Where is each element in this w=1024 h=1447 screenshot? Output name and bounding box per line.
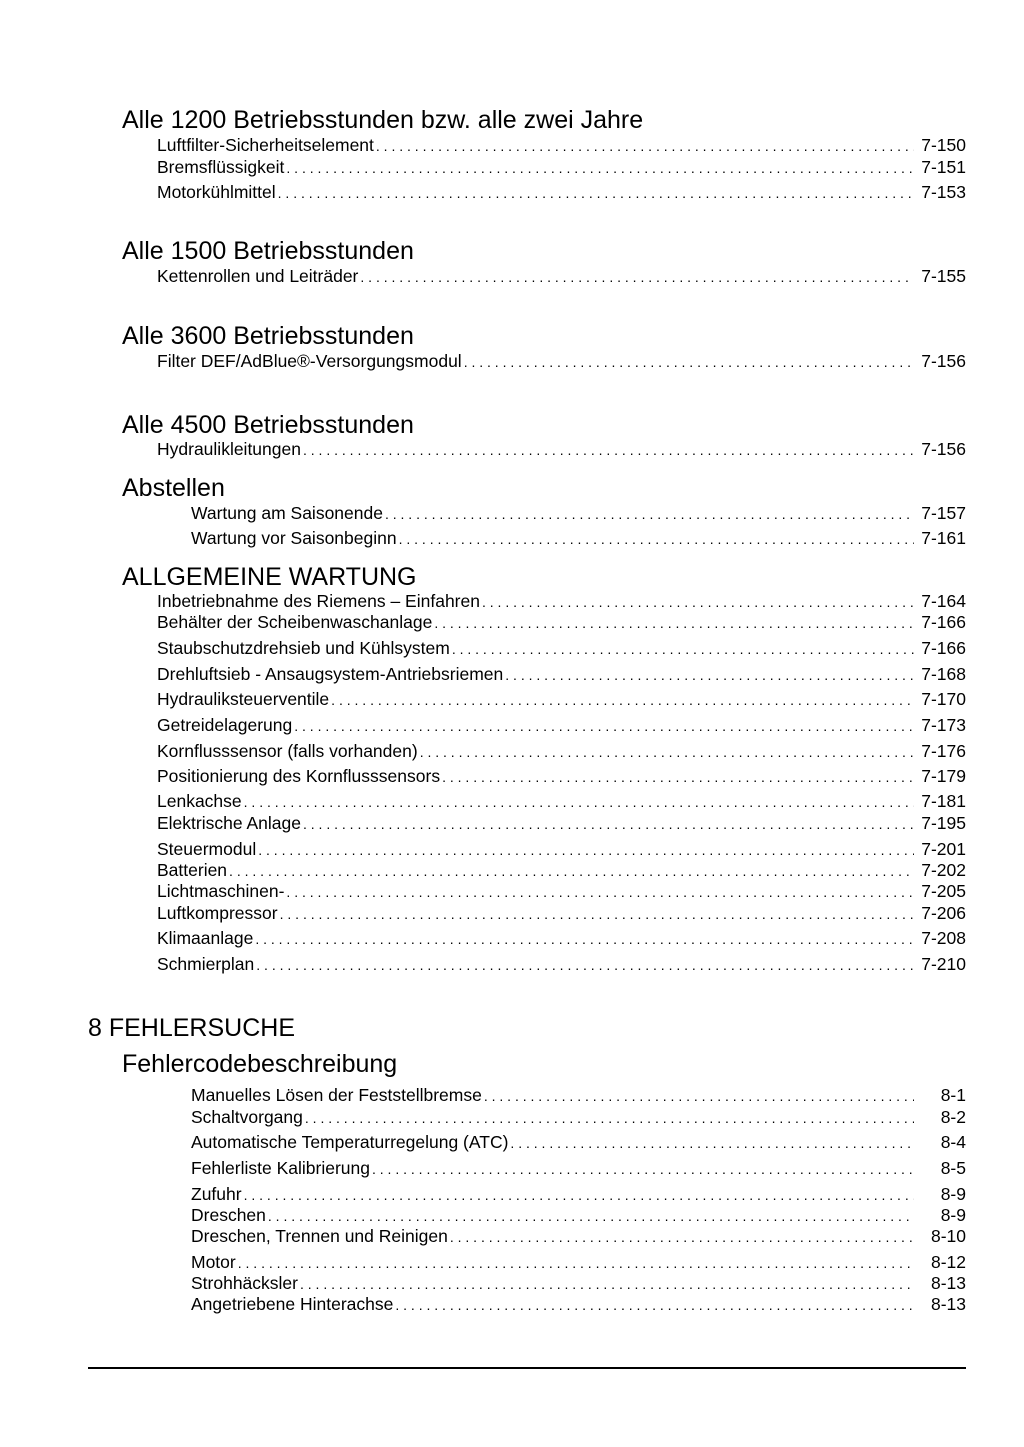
dot-leader <box>305 1107 914 1129</box>
toc-entry[interactable] <box>191 1204 966 1226</box>
toc-entry-title: Motor <box>191 1252 236 1272</box>
toc-entry[interactable] <box>157 590 966 612</box>
toc-entry-title: Batterien <box>157 860 228 880</box>
toc-entry-page: 7-155 <box>921 266 966 286</box>
toc-entry-title: Wartung vor Saisonbeginn <box>191 528 397 548</box>
toc-entry-page: 7-181 <box>921 791 966 811</box>
dot-leader <box>278 182 914 204</box>
toc-entry-title: Strohhäcksler <box>191 1273 298 1293</box>
dot-leader <box>452 638 914 660</box>
dot-leader <box>294 715 914 737</box>
footer-rule <box>88 1367 966 1369</box>
toc-entry-page: 7-208 <box>921 928 966 948</box>
toc-entry[interactable] <box>157 156 966 178</box>
toc-entry[interactable] <box>157 880 966 902</box>
section-heading-abstellen: Abstellen <box>122 474 225 502</box>
toc-entry-page: 7-156 <box>921 439 966 459</box>
toc-entry-page: 8-2 <box>940 1107 966 1127</box>
toc-entry-title: Getreidelagerung <box>157 715 293 735</box>
toc-entry-page: 7-161 <box>921 528 966 548</box>
toc-entry-page: 7-164 <box>921 591 966 611</box>
dot-leader <box>505 664 914 686</box>
toc-entry-page: 7-176 <box>921 741 966 761</box>
dot-leader <box>484 1085 914 1107</box>
toc-entry-title: Drehluftsieb - Ansaugsystem-Antriebsriemen <box>157 664 504 684</box>
dot-leader <box>286 881 914 903</box>
toc-entry-page: 7-201 <box>921 839 966 859</box>
toc-entry[interactable] <box>191 1183 966 1205</box>
toc-entry-page: 7-157 <box>921 503 966 523</box>
toc-entry[interactable] <box>157 790 966 812</box>
toc-entry[interactable] <box>157 859 966 881</box>
toc-entry[interactable] <box>157 350 966 372</box>
dot-leader <box>255 928 914 950</box>
toc-entry-page: 8-4 <box>940 1132 966 1152</box>
dot-leader <box>510 1132 914 1154</box>
toc-entry[interactable] <box>157 265 966 287</box>
toc-entry[interactable] <box>157 611 966 633</box>
toc-entry[interactable] <box>157 902 966 924</box>
dot-leader <box>229 860 914 882</box>
toc-entry[interactable] <box>191 502 966 524</box>
dot-leader <box>244 791 914 813</box>
toc-entry-page: 8-13 <box>930 1294 966 1314</box>
dot-leader <box>244 1184 914 1206</box>
toc-entry-title: Inbetriebnahme des Riemens – Einfahren <box>157 591 480 611</box>
dot-leader <box>258 839 914 861</box>
dot-leader <box>331 689 914 711</box>
dot-leader <box>360 266 914 288</box>
chapter-heading: 8 FEHLERSUCHE <box>88 1014 295 1042</box>
dot-leader <box>399 528 914 550</box>
toc-entry-page: 7-206 <box>921 903 966 923</box>
dot-leader <box>450 1226 914 1248</box>
toc-entry-page: 8-10 <box>930 1226 966 1246</box>
toc-entry[interactable] <box>157 765 966 787</box>
toc-entry-title: Wartung am Saisonende <box>191 503 383 523</box>
toc-entry-page: 7-202 <box>921 860 966 880</box>
toc-entry[interactable] <box>191 1251 966 1273</box>
toc-entry-title: Positionierung des Kornflusssensors <box>157 766 441 786</box>
toc-entry-title: Bremsflüssigkeit <box>157 157 285 177</box>
toc-entry[interactable] <box>191 1157 966 1179</box>
toc-entry-title: Motorkühlmittel <box>157 182 276 202</box>
toc-entry[interactable] <box>191 1106 966 1128</box>
toc-entry-title: Fehlerliste Kalibrierung <box>191 1158 370 1178</box>
toc-entry[interactable] <box>157 134 966 156</box>
dot-leader <box>280 903 914 925</box>
toc-entry-title: Hydrauliksteuerventile <box>157 689 330 709</box>
toc-entry[interactable] <box>191 1131 966 1153</box>
toc-entry[interactable] <box>157 927 966 949</box>
toc-entry[interactable] <box>157 838 966 860</box>
toc-entry[interactable] <box>157 181 966 203</box>
toc-entry-title: Manuelles Lösen der Feststellbremse <box>191 1085 482 1105</box>
toc-entry-title: Luftkompressor <box>157 903 278 923</box>
toc-entry[interactable] <box>157 714 966 736</box>
toc-entry[interactable] <box>157 438 966 460</box>
dot-leader <box>376 135 914 157</box>
toc-entry-page: 7-195 <box>921 813 966 833</box>
toc-entry-title: Schmierplan <box>157 954 255 974</box>
toc-entry[interactable] <box>191 1293 966 1315</box>
dot-leader <box>482 591 914 613</box>
toc-entry-title: Zufuhr <box>191 1184 242 1204</box>
dot-leader <box>256 954 914 976</box>
toc-entry-page: 7-210 <box>921 954 966 974</box>
toc-entry-page: 7-156 <box>921 351 966 371</box>
toc-entry-title: Hydraulikleitungen <box>157 439 301 459</box>
toc-entry-title: Luftfilter-Sicherheitselement <box>157 135 374 155</box>
toc-entry-page: 7-166 <box>921 638 966 658</box>
section-heading-3600h: Alle 3600 Betriebsstunden <box>122 322 414 350</box>
toc-entry-page: 8-1 <box>940 1085 966 1105</box>
toc-entry-page: 8-13 <box>930 1273 966 1293</box>
toc-entry[interactable] <box>157 740 966 762</box>
section-heading-4500h: Alle 4500 Betriebsstunden <box>122 411 414 439</box>
toc-entry-page: 7-151 <box>921 157 966 177</box>
toc-entry-page: 7-173 <box>921 715 966 735</box>
toc-entry-title: Behälter der Scheibenwaschanlage <box>157 612 433 632</box>
dot-leader <box>434 612 914 634</box>
toc-entry-title: Kornflusssensor (falls vorhanden) <box>157 741 418 761</box>
dot-leader <box>372 1158 914 1180</box>
chapter-subheading: Fehlercodebeschreibung <box>122 1050 398 1078</box>
dot-leader <box>303 439 914 461</box>
dot-leader <box>238 1252 914 1274</box>
dot-leader <box>268 1205 914 1227</box>
toc-entry-title: Steuermodul <box>157 839 257 859</box>
toc-entry-title: Dreschen, Trennen und Reinigen <box>191 1226 448 1246</box>
toc-entry[interactable] <box>191 1225 966 1247</box>
toc-entry-title: Klimaanlage <box>157 928 254 948</box>
toc-entry-page: 8-9 <box>940 1205 966 1225</box>
toc-entry[interactable] <box>157 663 966 685</box>
toc-entry[interactable] <box>191 527 966 549</box>
section-heading-1200h: Alle 1200 Betriebsstunden bzw. alle zwei Jahre <box>122 106 644 134</box>
dot-leader <box>300 1273 914 1295</box>
toc-entry-title: Kettenrollen und Leiträder <box>157 266 359 286</box>
section-heading-allgemeine-wartung: ALLGEMEINE WARTUNG <box>122 563 417 591</box>
toc-entry-page: 7-205 <box>921 881 966 901</box>
toc-entry-page: 7-170 <box>921 689 966 709</box>
toc-entry-page: 8-9 <box>940 1184 966 1204</box>
toc-entry[interactable] <box>157 812 966 834</box>
dot-leader <box>395 1294 914 1316</box>
toc-entry-page: 8-12 <box>930 1252 966 1272</box>
toc-entry-title: Dreschen <box>191 1205 266 1225</box>
toc-entry-title: Lenkachse <box>157 791 242 811</box>
toc-entry-title: Schaltvorgang <box>191 1107 303 1127</box>
toc-entry-page: 7-179 <box>921 766 966 786</box>
toc-entry-page: 8-5 <box>940 1158 966 1178</box>
dot-leader <box>286 157 914 179</box>
toc-entry-title: Angetriebene Hinterachse <box>191 1294 394 1314</box>
toc-entry-title: Staubschutzdrehsieb und Kühlsystem <box>157 638 450 658</box>
dot-leader <box>303 813 914 835</box>
toc-entry-title: Automatische Temperaturregelung (ATC) <box>191 1132 509 1152</box>
dot-leader <box>464 351 914 373</box>
toc-entry-page: 7-168 <box>921 664 966 684</box>
toc-entry-title: Elektrische Anlage <box>157 813 301 833</box>
dot-leader <box>420 741 914 763</box>
toc-entry[interactable] <box>191 1084 966 1106</box>
toc-entry-page: 7-166 <box>921 612 966 632</box>
toc-entry[interactable] <box>157 637 966 659</box>
toc-entry[interactable] <box>191 1272 966 1294</box>
toc-entry-page: 7-153 <box>921 182 966 202</box>
toc-entry-title: Filter DEF/AdBlue®-Versorgungsmodul <box>157 351 462 371</box>
toc-entry[interactable] <box>157 688 966 710</box>
dot-leader <box>442 766 914 788</box>
dot-leader <box>385 503 914 525</box>
toc-entry[interactable] <box>157 953 966 975</box>
toc-entry-title: Lichtmaschinen- <box>157 881 285 901</box>
section-heading-1500h: Alle 1500 Betriebsstunden <box>122 237 414 265</box>
toc-entry-page: 7-150 <box>921 135 966 155</box>
